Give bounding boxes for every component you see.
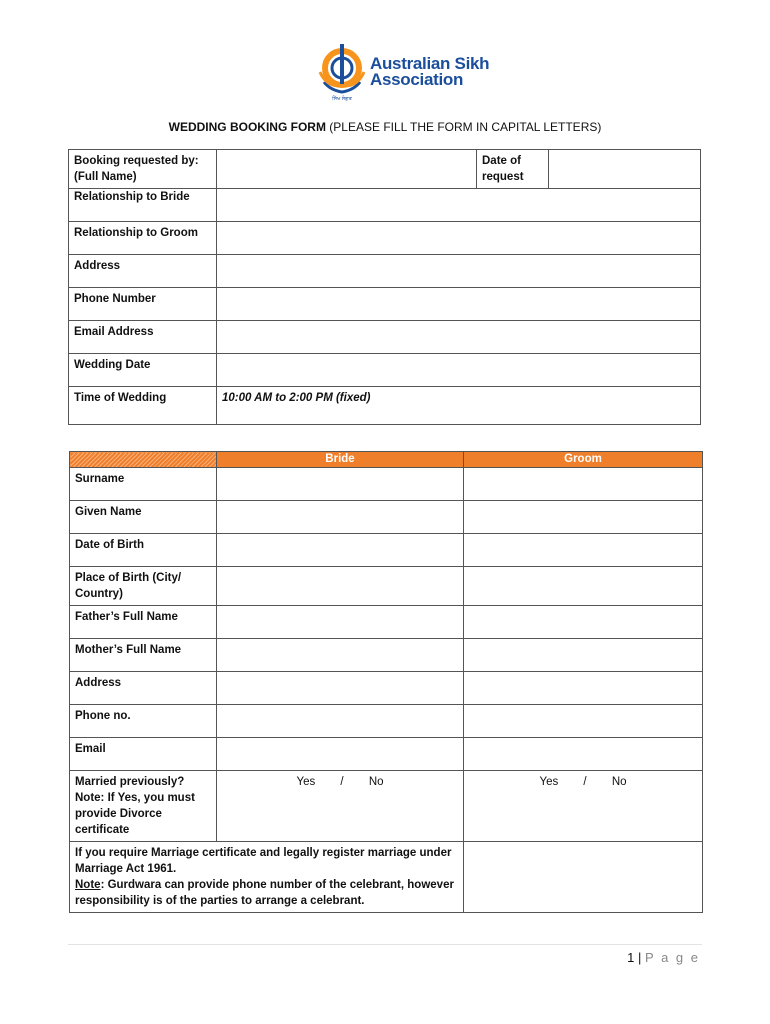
- surname-label: Surname: [70, 468, 217, 501]
- place-of-birth-label: Place of Birth (City/ Country): [70, 567, 217, 606]
- booking-requested-by-field[interactable]: [217, 150, 477, 189]
- groom-email-field[interactable]: [464, 738, 703, 771]
- mothers-name-label: Mother’s Full Name: [70, 639, 217, 672]
- booking-table: [68, 149, 701, 425]
- wedding-date-label: Wedding Date: [69, 354, 217, 387]
- logo: [316, 42, 368, 102]
- logo-text: [370, 56, 489, 88]
- booking-requested-by-label: Booking requested by: (Full Name): [69, 150, 217, 189]
- bride-place-of-birth-field[interactable]: [217, 567, 464, 606]
- date-of-request-label: Date of request: [477, 150, 549, 189]
- form-title: [0, 120, 770, 134]
- phone-number-label: Phone Number: [69, 288, 217, 321]
- marriage-certificate-field[interactable]: [464, 842, 703, 913]
- bride-email-field[interactable]: [217, 738, 464, 771]
- date-of-birth-label: Date of Birth: [70, 534, 217, 567]
- note-label: Note: [75, 879, 101, 891]
- bride-no-option[interactable]: No: [368, 776, 384, 788]
- logo-tagline: ਸਿੱਖ ਸੰਗਤ: [332, 96, 352, 102]
- khanda-icon: [316, 42, 368, 102]
- groom-phone-field[interactable]: [464, 705, 703, 738]
- email-address-field[interactable]: [217, 321, 701, 354]
- form-title-main: WEDDING BOOKING FORM: [168, 120, 326, 134]
- details-header-blank: [70, 452, 217, 468]
- logo-line2: Association: [370, 70, 464, 89]
- groom-place-of-birth-field[interactable]: [464, 567, 703, 606]
- note-text: : Gurdwara can provide phone number of the celebrant, however responsibility is of the parties to arrange a celebrant.: [75, 879, 454, 907]
- marriage-certificate-note: [70, 842, 464, 913]
- address-field[interactable]: [217, 255, 701, 288]
- groom-given-name-field[interactable]: [464, 501, 703, 534]
- email-address-label: Email Address: [69, 321, 217, 354]
- celebrant-note: [75, 877, 458, 909]
- groom-yes-option[interactable]: Yes: [539, 776, 559, 788]
- wedding-date-field[interactable]: [217, 354, 701, 387]
- groom-no-option[interactable]: No: [611, 776, 627, 788]
- phone-no-label: Phone no.: [70, 705, 217, 738]
- bride-married-choice[interactable]: [217, 771, 464, 842]
- groom-choice-separator: /: [583, 776, 587, 788]
- fathers-name-label: Father’s Full Name: [70, 606, 217, 639]
- phone-number-field[interactable]: [217, 288, 701, 321]
- time-of-wedding-value: 10:00 AM to 2:00 PM (fixed): [217, 387, 701, 425]
- groom-column-header: Groom: [464, 452, 703, 468]
- footer-divider: [68, 944, 702, 945]
- bride-dob-field[interactable]: [217, 534, 464, 567]
- date-of-request-field[interactable]: [549, 150, 701, 189]
- groom-address-field[interactable]: [464, 672, 703, 705]
- groom-dob-field[interactable]: [464, 534, 703, 567]
- bride-father-field[interactable]: [217, 606, 464, 639]
- bride-choice-separator: /: [340, 776, 344, 788]
- groom-surname-field[interactable]: [464, 468, 703, 501]
- relationship-groom-label: Relationship to Groom: [69, 222, 217, 255]
- groom-married-choice[interactable]: [464, 771, 703, 842]
- groom-father-field[interactable]: [464, 606, 703, 639]
- bride-column-header: Bride: [217, 452, 464, 468]
- relationship-groom-field[interactable]: [217, 222, 701, 255]
- bride-mother-field[interactable]: [217, 639, 464, 672]
- bride-given-name-field[interactable]: [217, 501, 464, 534]
- email-label: Email: [70, 738, 217, 771]
- address-label: Address: [69, 255, 217, 288]
- bride-yes-option[interactable]: Yes: [296, 776, 316, 788]
- details-address-label: Address: [70, 672, 217, 705]
- given-name-label: Given Name: [70, 501, 217, 534]
- marriage-certificate-text: If you require Marriage certificate and legally register marriage under Marriage Act 1961.: [75, 847, 452, 875]
- relationship-bride-field[interactable]: [217, 189, 701, 222]
- logo-line1: Australian Sikh: [370, 54, 490, 73]
- married-previously-label: Married previously? Note: If Yes, you must provide Divorce certificate: [70, 771, 217, 842]
- groom-mother-field[interactable]: [464, 639, 703, 672]
- relationship-bride-label: Relationship to Bride: [69, 189, 217, 222]
- details-table: [69, 451, 703, 913]
- page-separator: |: [638, 950, 642, 965]
- page-number-value: 1: [627, 950, 635, 965]
- page-number: [600, 950, 700, 965]
- time-of-wedding-label: Time of Wedding: [69, 387, 217, 425]
- bride-phone-field[interactable]: [217, 705, 464, 738]
- bride-address-field[interactable]: [217, 672, 464, 705]
- bride-surname-field[interactable]: [217, 468, 464, 501]
- form-title-note: (PLEASE FILL THE FORM IN CAPITAL LETTERS): [329, 120, 602, 134]
- page-word: P a g e: [645, 950, 700, 965]
